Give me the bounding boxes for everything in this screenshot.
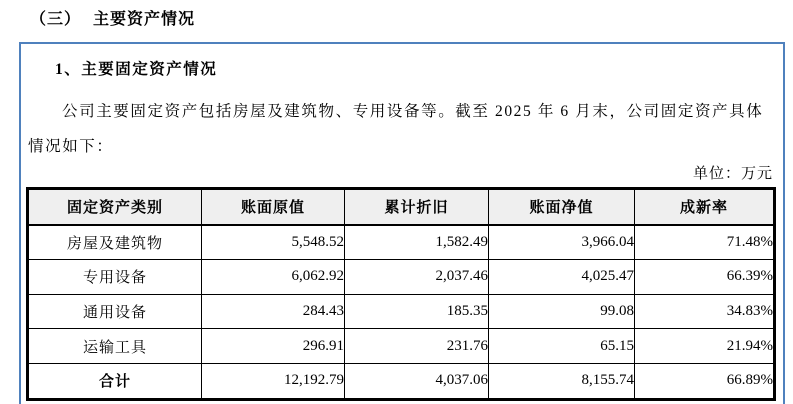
table-cell-category: 专用设备 — [28, 260, 202, 295]
table-header-row — [28, 189, 775, 225]
table-cell-original-value: 5,548.52 — [202, 225, 345, 260]
table-row — [28, 260, 775, 295]
table-cell-accumulated-depreciation: 1,582.49 — [345, 225, 489, 260]
table-total-row — [28, 363, 775, 399]
table-cell-category: 房屋及建筑物 — [28, 225, 202, 260]
table-cell-accumulated-depreciation: 2,037.46 — [345, 260, 489, 295]
table-cell-accumulated-depreciation: 185.35 — [345, 294, 489, 329]
paragraph-line-1: 公司主要固定资产包括房屋及建筑物、专用设备等。截至 2025 年 6 月末，公司固定资产具体 — [62, 103, 764, 120]
table-cell-newness-rate: 34.83% — [635, 294, 775, 329]
column-header: 成新率 — [635, 189, 775, 225]
table-cell-net-value: 4,025.47 — [489, 260, 635, 295]
heading-number: （三） — [30, 11, 82, 28]
table-cell-category: 通用设备 — [28, 294, 202, 329]
table-cell-newness-rate: 66.89% — [635, 363, 775, 399]
table-cell-original-value: 6,062.92 — [202, 260, 345, 295]
section-title: 1、主要固定资产情况 — [55, 61, 218, 78]
table-cell-net-value: 65.15 — [489, 329, 635, 364]
table-cell-original-value: 12,192.79 — [202, 363, 345, 399]
table-cell-category: 合计 — [28, 363, 202, 399]
column-header: 累计折旧 — [345, 189, 489, 225]
column-header: 固定资产类别 — [28, 189, 202, 225]
table-row — [28, 225, 775, 260]
table-cell-newness-rate: 71.48% — [635, 225, 775, 260]
column-header: 账面净值 — [489, 189, 635, 225]
column-header: 账面原值 — [202, 189, 345, 225]
paragraph-line-2: 情况如下： — [28, 138, 114, 155]
table-cell-newness-rate: 21.94% — [635, 329, 775, 364]
table-cell-accumulated-depreciation: 4,037.06 — [345, 363, 489, 399]
table-row — [28, 294, 775, 329]
table-cell-net-value: 99.08 — [489, 294, 635, 329]
unit-note: 单位：万元 — [692, 166, 773, 182]
table-cell-net-value: 3,966.04 — [489, 225, 635, 260]
table-cell-category: 运输工具 — [28, 329, 202, 364]
table-cell-newness-rate: 66.39% — [635, 260, 775, 295]
table-cell-accumulated-depreciation: 231.76 — [345, 329, 489, 364]
document-heading — [30, 6, 195, 29]
table-cell-original-value: 296.91 — [202, 329, 345, 364]
table-cell-original-value: 284.43 — [202, 294, 345, 329]
table-body — [28, 225, 775, 399]
table-row — [28, 329, 775, 364]
heading-title: 主要资产情况 — [93, 11, 196, 28]
table-cell-net-value: 8,155.74 — [489, 363, 635, 399]
fixed-assets-table — [26, 187, 776, 401]
